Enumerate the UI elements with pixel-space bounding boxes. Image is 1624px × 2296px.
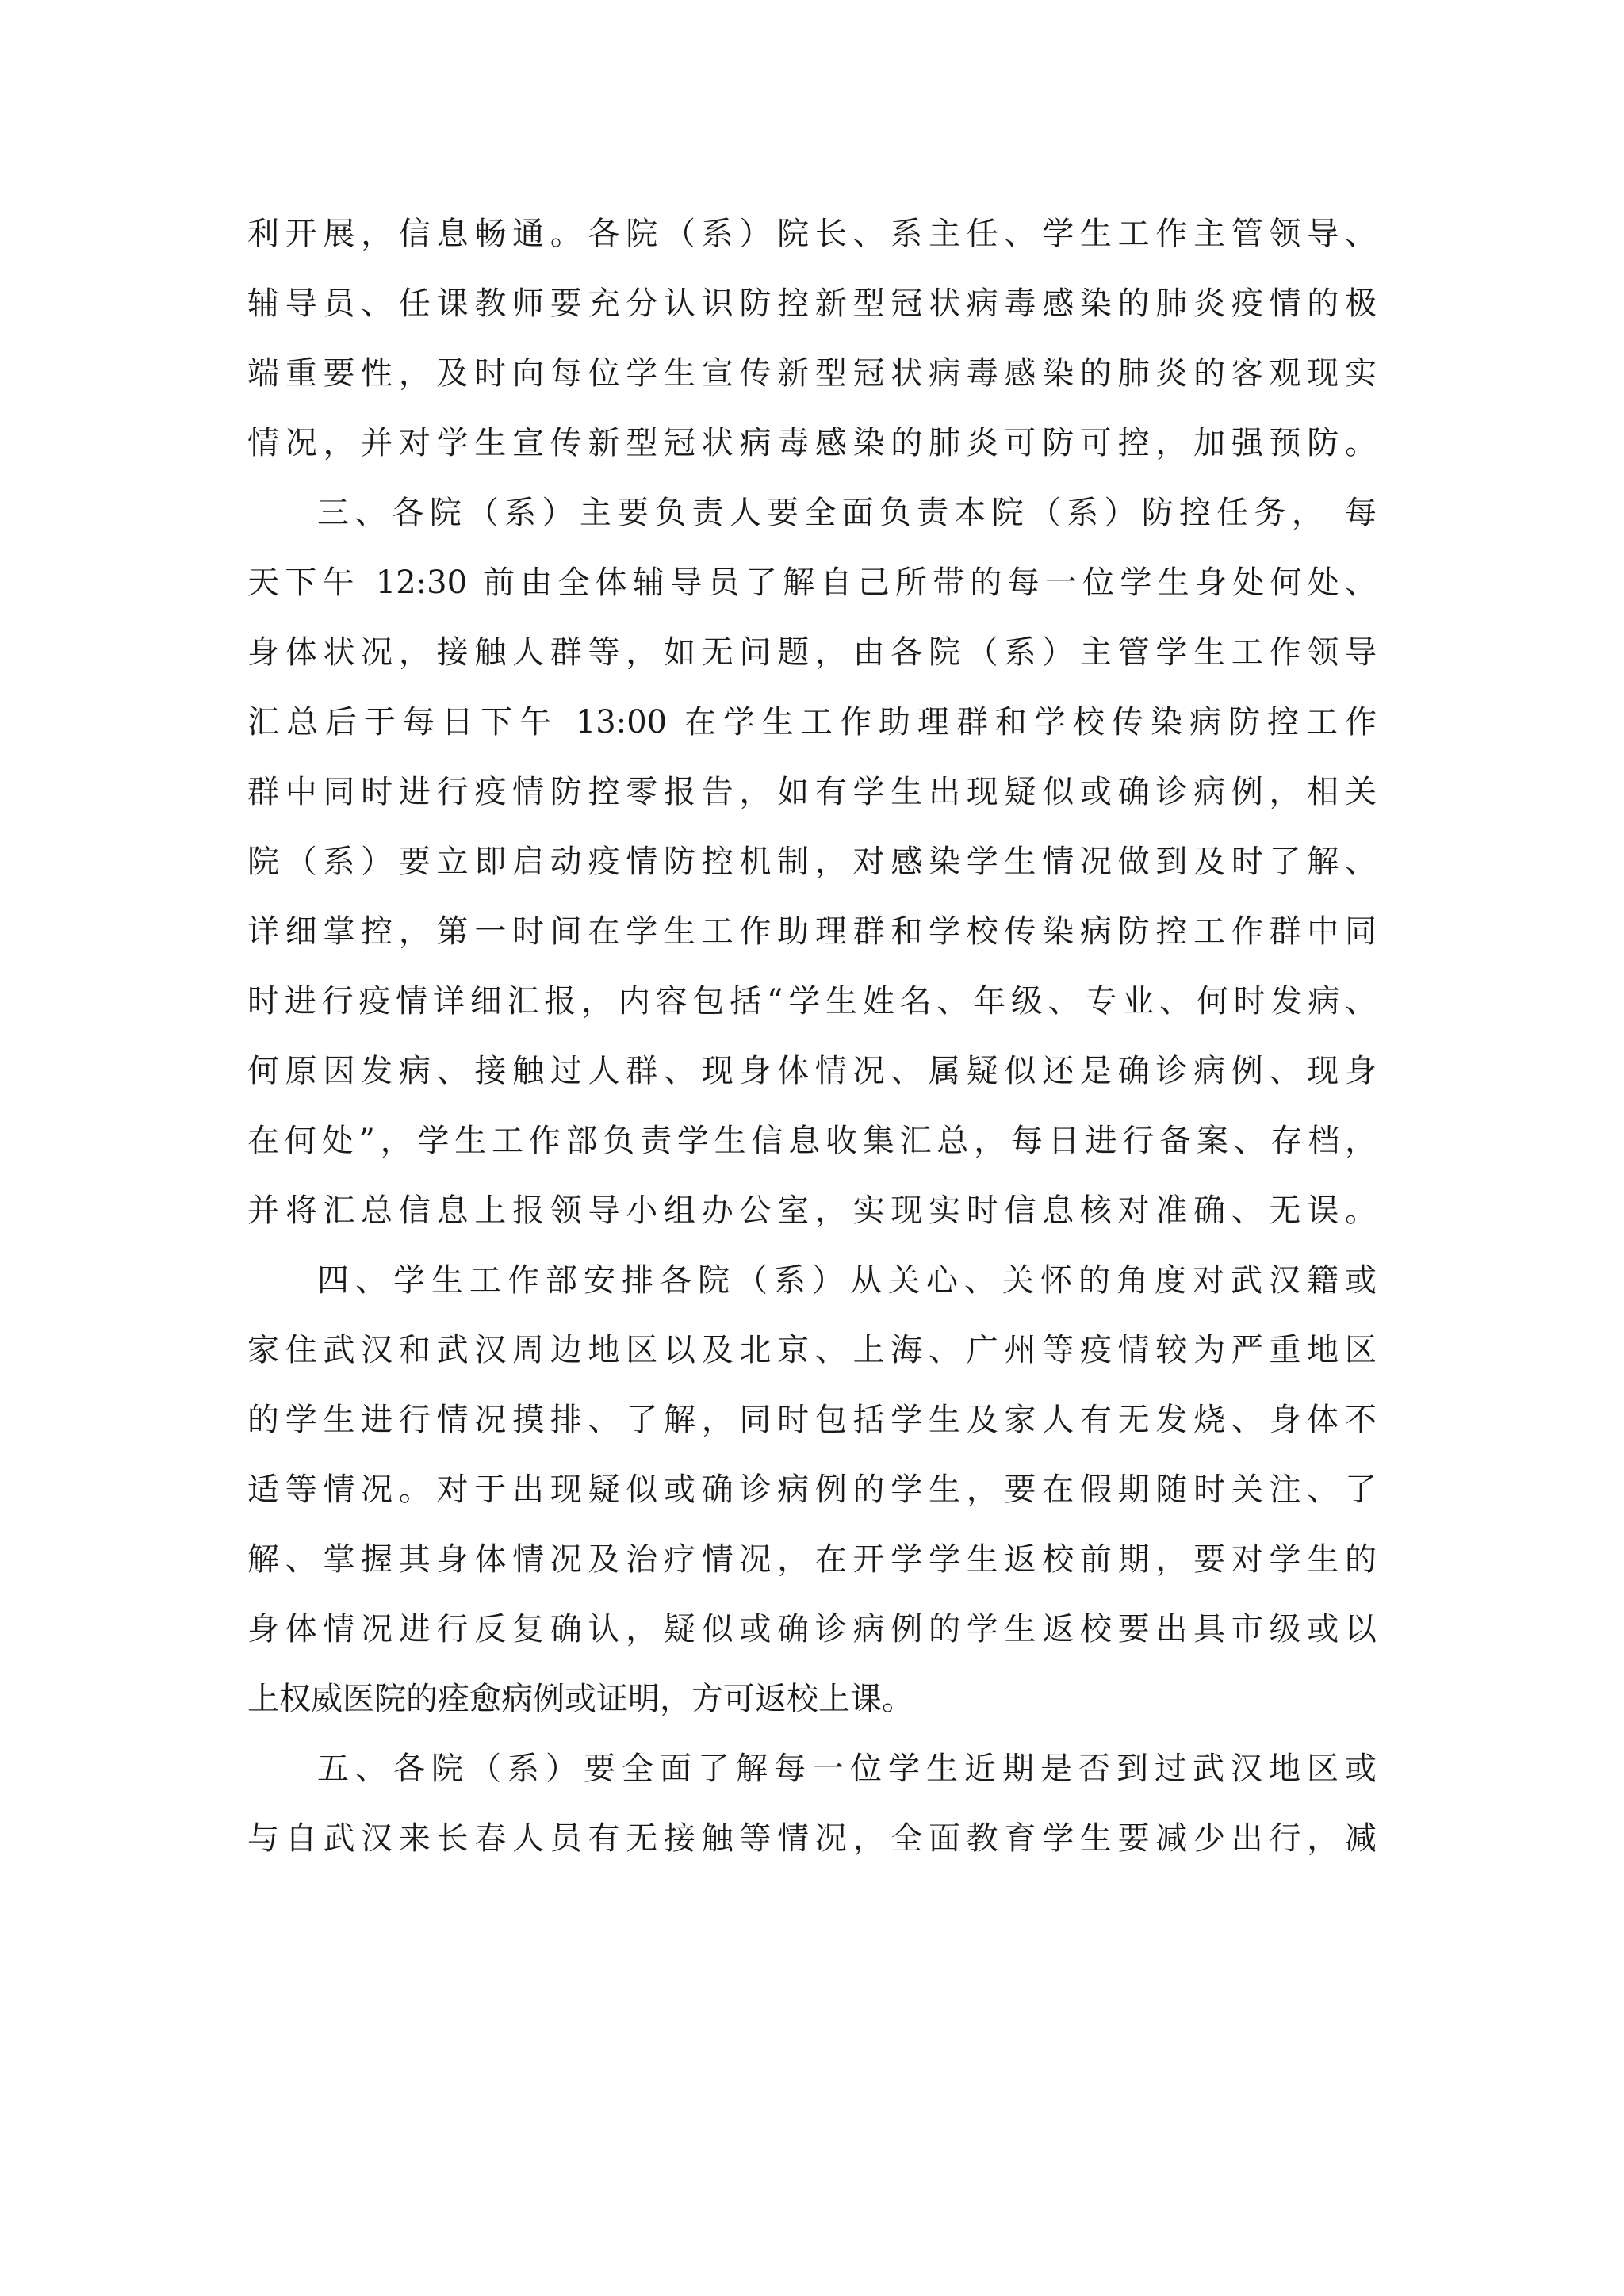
body-text-line: 身体情况进行反复确认，疑似或确诊病例的学生返校要出具市级或以 [247,1611,1377,1647]
body-text-line: 详细掌控，第一时间在学生工作助理群和学校传染病防控工作群中同 [247,913,1377,950]
body-text-line: 解、掌握其身体情况及治疗情况，在开学学生返校前期，要对学生的 [247,1541,1377,1578]
section-three-first-line: 三、各院（系）主要负责人要全面负责本院（系）防控任务， 每 [317,495,1377,531]
body-text-line: 适等情况。对于出现疑似或确诊病例的学生，要在假期随时关注、了 [247,1471,1377,1508]
paragraph-last-line: 上权威医院的痊愈病例或证明，方可返校上课。 [247,1681,914,1717]
body-text-line: 汇总后于每日下午 13:00 在学生工作助理群和学校传染病防控工作 [247,704,1377,740]
body-text-line: 与自武汉来长春人员有无接触等情况，全面教育学生要减少出行，减 [247,1820,1377,1857]
body-text-line: 情况，并对学生宣传新型冠状病毒感染的肺炎可防可控，加强预防。 [247,425,1377,461]
body-text-line: 家住武汉和武汉周边地区以及北京、上海、广州等疫情较为严重地区 [247,1332,1377,1368]
body-text-line: 在何处”，学生工作部负责学生信息收集汇总，每日进行备案、存档， [247,1123,1377,1159]
body-text-line: 的学生进行情况摸排、了解，同时包括学生及家人有无发烧、身体不 [247,1402,1377,1438]
body-text-line: 时进行疫情详细汇报，内容包括“学生姓名、年级、专业、何时发病、 [247,983,1377,1020]
section-four-first-line: 四、学生工作部安排各院（系）从关心、关怀的角度对武汉籍或 [317,1262,1377,1299]
body-text-line: 并将汇总信息上报领导小组办公室，实现实时信息核对准确、无误。 [247,1192,1377,1229]
body-text-line: 天下午 12:30 前由全体辅导员了解自己所带的每一位学生身处何处、 [247,564,1377,601]
body-text-line: 何原因发病、接触过人群、现身体情况、属疑似还是确诊病例、现身 [247,1053,1377,1089]
body-text-line: 院（系）要立即启动疫情防控机制，对感染学生情况做到及时了解、 [247,844,1377,880]
body-text-line: 群中同时进行疫情防控零报告，如有学生出现疑似或确诊病例，相关 [247,774,1377,810]
body-text-line: 身体状况，接触人群等，如无问题，由各院（系）主管学生工作领导 [247,634,1377,671]
section-five-first-line: 五、各院（系）要全面了解每一位学生近期是否到过武汉地区或 [317,1751,1377,1787]
body-text-line: 利开展，信息畅通。各院（系）院长、系主任、学生工作主管领导、 [247,216,1377,252]
body-text-line: 辅导员、任课教师要充分认识防控新型冠状病毒感染的肺炎疫情的极 [247,285,1377,322]
body-text-line: 端重要性，及时向每位学生宣传新型冠状病毒感染的肺炎的客观现实 [247,355,1377,392]
